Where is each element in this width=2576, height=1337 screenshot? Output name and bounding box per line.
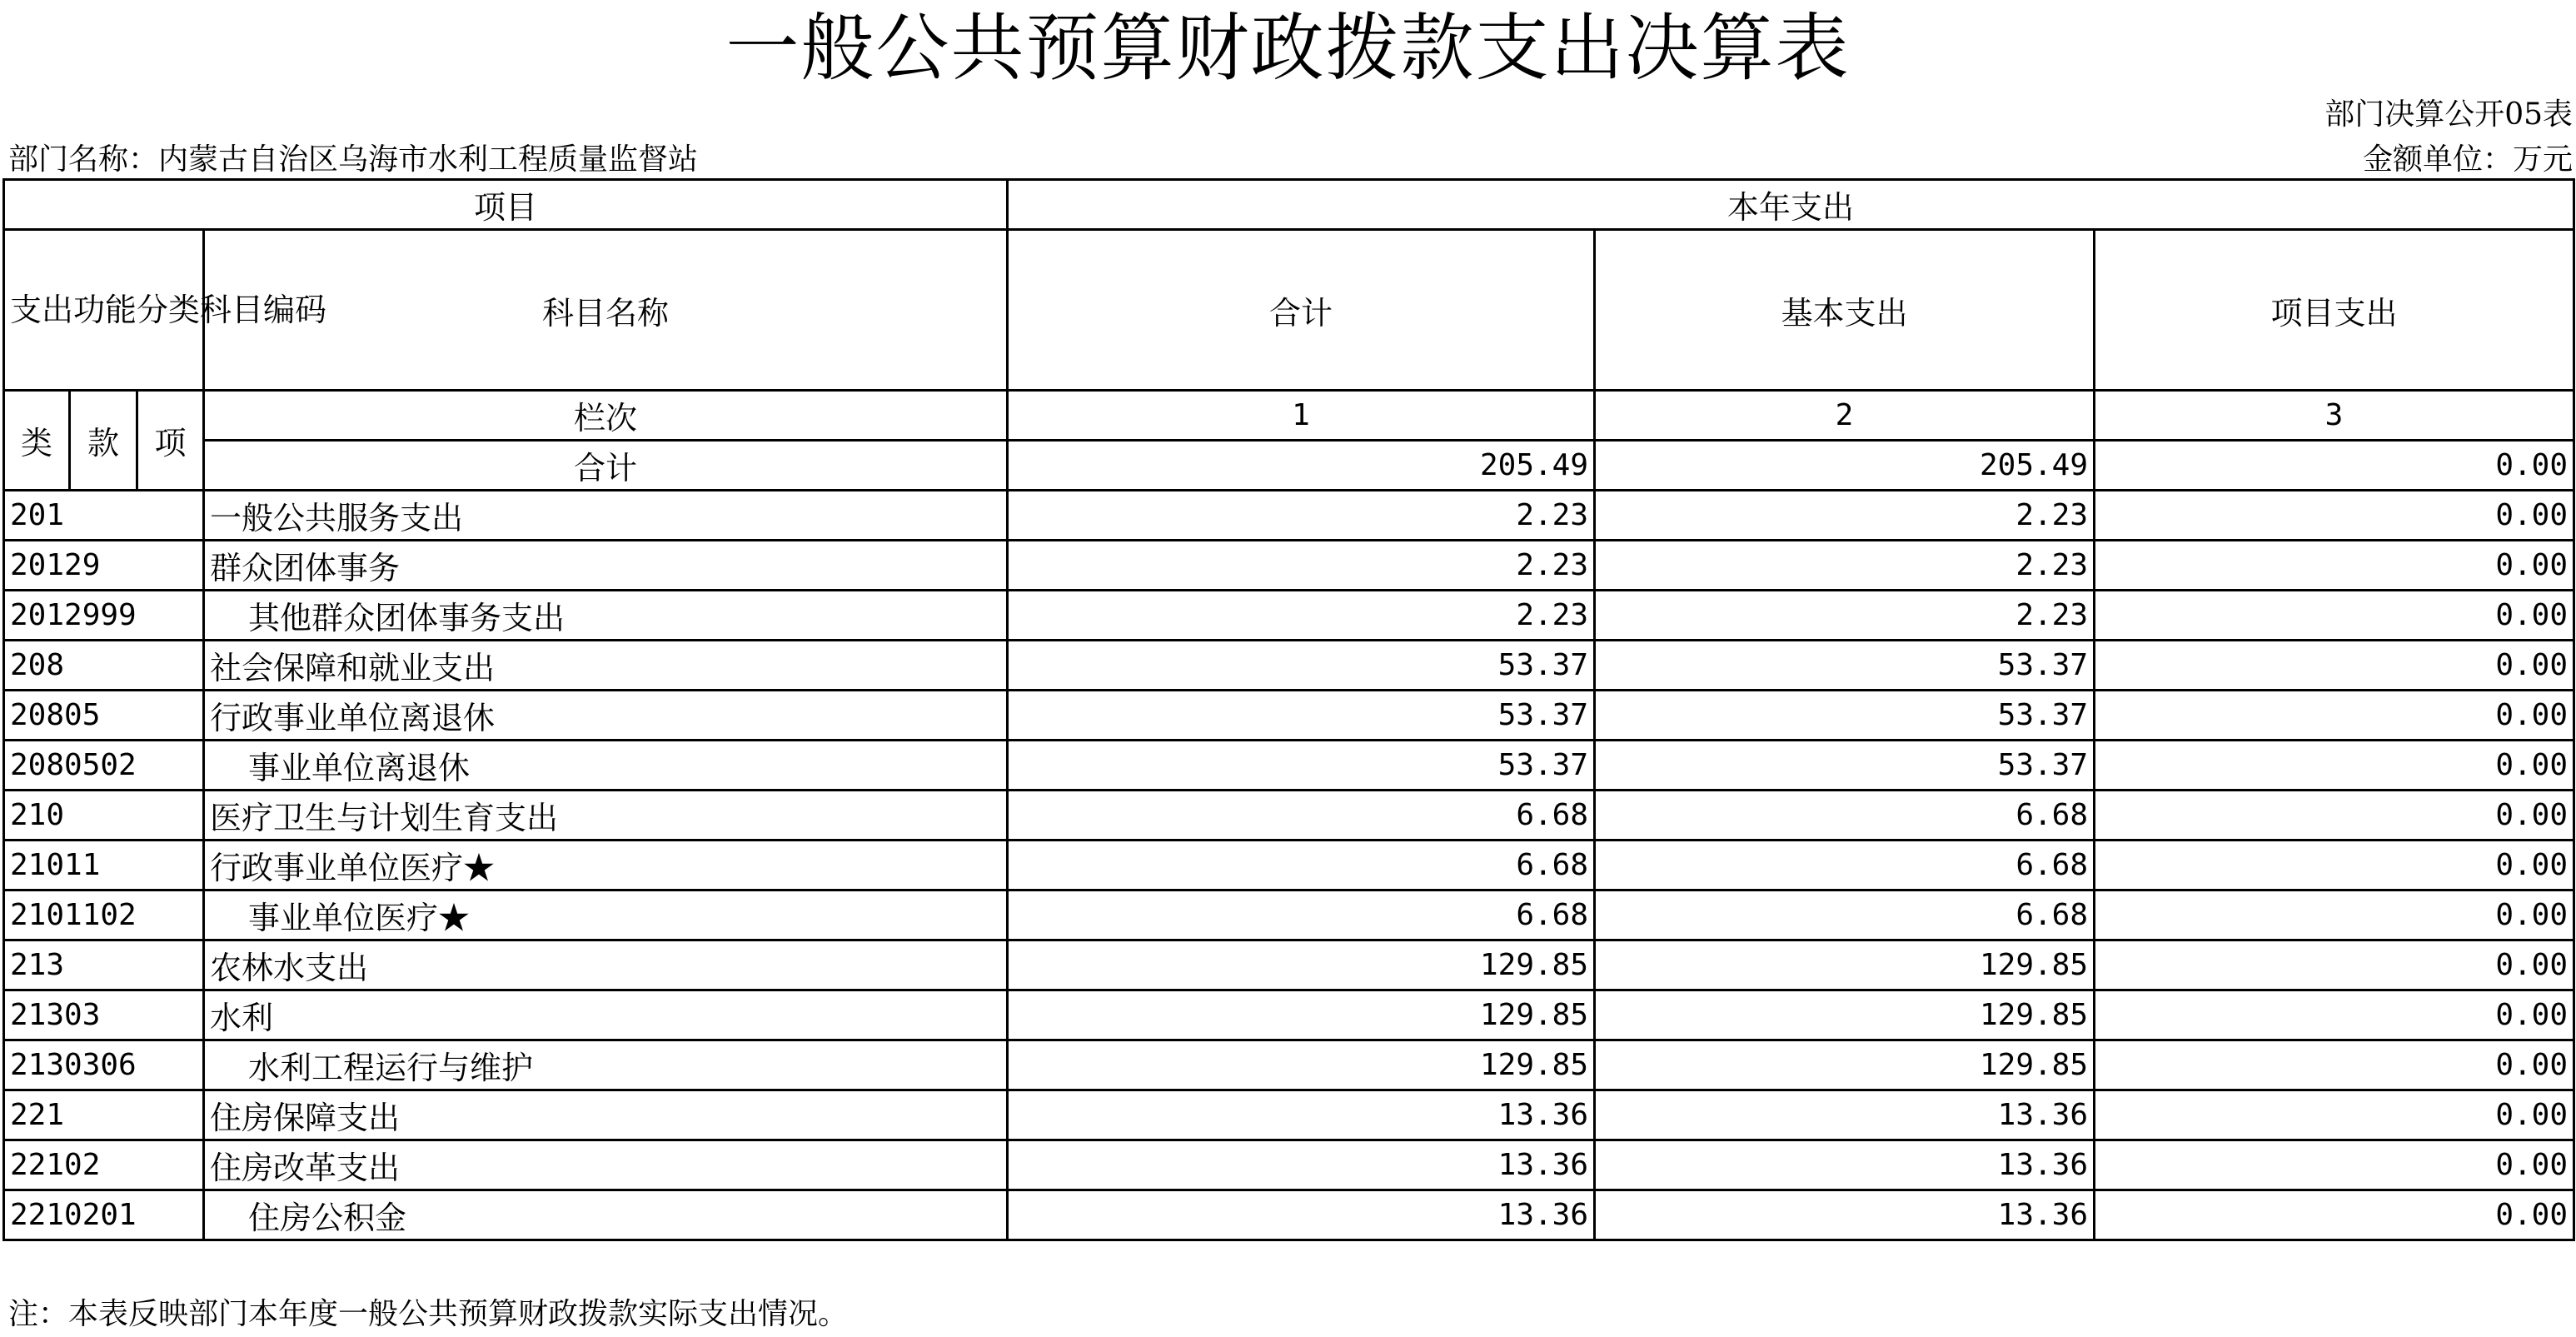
row-subject-name <box>204 591 1008 641</box>
row-subject-name <box>204 891 1008 940</box>
row-total: 6.68 <box>1008 841 1595 891</box>
row-code: 2130306 <box>4 1040 204 1090</box>
row-basic: 13.36 <box>1595 1140 2095 1190</box>
row-basic: 13.36 <box>1595 1190 2095 1240</box>
row-code: 2080502 <box>4 741 204 791</box>
header-xiang: 项 <box>137 391 204 491</box>
row-subject-name: 住房改革支出 <box>204 1140 1008 1190</box>
header-row-2 <box>4 230 2574 391</box>
row-project: 0.00 <box>2095 990 2574 1040</box>
row-subject-name-text: 事业单位离退休 <box>248 750 471 786</box>
total-row-total: 205.49 <box>1008 441 1595 491</box>
table-row <box>4 741 2574 791</box>
row-total: 53.37 <box>1008 691 1595 741</box>
row-project: 0.00 <box>2095 791 2574 841</box>
header-col-2: 2 <box>1595 391 2095 441</box>
row-basic: 2.23 <box>1595 541 2095 591</box>
header-row-1 <box>4 180 2574 230</box>
table-row <box>4 940 2574 990</box>
total-row-project: 0.00 <box>2095 441 2574 491</box>
table-row <box>4 1190 2574 1240</box>
row-project: 0.00 <box>2095 940 2574 990</box>
row-code: 2012999 <box>4 591 204 641</box>
row-project: 0.00 <box>2095 1190 2574 1240</box>
table-row <box>4 1040 2574 1090</box>
row-code: 20805 <box>4 691 204 741</box>
row-total: 129.85 <box>1008 1040 1595 1090</box>
row-project: 0.00 <box>2095 1090 2574 1140</box>
row-total: 6.68 <box>1008 891 1595 940</box>
page-title: 一般公共预算财政拨款支出决算表 <box>725 5 1851 91</box>
row-code: 21011 <box>4 841 204 891</box>
expenditure-table <box>2 178 2575 1241</box>
row-code: 201 <box>4 491 204 541</box>
row-project: 0.00 <box>2095 741 2574 791</box>
row-subject-name <box>204 1190 1008 1240</box>
table-row <box>4 641 2574 691</box>
row-basic: 129.85 <box>1595 1040 2095 1090</box>
table-row <box>4 990 2574 1040</box>
row-basic: 53.37 <box>1595 641 2095 691</box>
row-subject-name <box>204 741 1008 791</box>
row-subject-name: 群众团体事务 <box>204 541 1008 591</box>
row-project: 0.00 <box>2095 641 2574 691</box>
table-row <box>4 1090 2574 1140</box>
header-col-label: 栏次 <box>204 391 1008 441</box>
header-func-code: 支出功能分类科目编码 <box>4 230 204 391</box>
row-code: 213 <box>4 940 204 990</box>
header-project: 项目 <box>4 180 1008 230</box>
row-total: 2.23 <box>1008 491 1595 541</box>
row-total: 13.36 <box>1008 1190 1595 1240</box>
table-row <box>4 891 2574 940</box>
header-kuan: 款 <box>70 391 137 491</box>
total-row-label: 合计 <box>204 441 1008 491</box>
row-subject-name-text: 水利工程运行与维护 <box>248 1050 534 1086</box>
row-project: 0.00 <box>2095 1140 2574 1190</box>
row-subject-name-text: 事业单位医疗★ <box>248 900 471 936</box>
row-total: 129.85 <box>1008 990 1595 1040</box>
row-total: 6.68 <box>1008 791 1595 841</box>
row-code: 221 <box>4 1090 204 1140</box>
row-code: 2210201 <box>4 1190 204 1240</box>
row-basic: 6.68 <box>1595 791 2095 841</box>
row-basic: 6.68 <box>1595 841 2095 891</box>
header-this-year: 本年支出 <box>1008 180 2574 230</box>
row-subject-name: 行政事业单位医疗★ <box>204 841 1008 891</box>
row-basic: 2.23 <box>1595 491 2095 541</box>
row-code: 22102 <box>4 1140 204 1190</box>
footnote: 注：本表反映部门本年度一般公共预算财政拨款实际支出情况。 <box>8 1297 849 1331</box>
table-row <box>4 691 2574 741</box>
row-total: 53.37 <box>1008 641 1595 691</box>
amount-unit: 金额单位：万元 <box>2362 142 2573 177</box>
row-project: 0.00 <box>2095 1040 2574 1090</box>
row-subject-name-text: 其他群众团体事务支出 <box>248 600 566 636</box>
row-project: 0.00 <box>2095 841 2574 891</box>
row-project: 0.00 <box>2095 891 2574 940</box>
total-row-basic: 205.49 <box>1595 441 2095 491</box>
row-project: 0.00 <box>2095 541 2574 591</box>
row-basic: 6.68 <box>1595 891 2095 940</box>
row-subject-name: 医疗卫生与计划生育支出 <box>204 791 1008 841</box>
row-code: 20129 <box>4 541 204 591</box>
row-basic: 129.85 <box>1595 940 2095 990</box>
row-code: 210 <box>4 791 204 841</box>
table-row <box>4 541 2574 591</box>
row-basic: 2.23 <box>1595 591 2095 641</box>
row-code: 208 <box>4 641 204 691</box>
header-lei: 类 <box>4 391 70 491</box>
header-total: 合计 <box>1008 230 1595 391</box>
row-total: 129.85 <box>1008 940 1595 990</box>
total-row <box>4 441 2574 491</box>
row-project: 0.00 <box>2095 591 2574 641</box>
header-project-exp: 项目支出 <box>2095 230 2574 391</box>
row-project: 0.00 <box>2095 491 2574 541</box>
row-basic: 13.36 <box>1595 1090 2095 1140</box>
header-subject-name: 科目名称 <box>204 230 1008 391</box>
row-basic: 53.37 <box>1595 691 2095 741</box>
row-subject-name: 行政事业单位离退休 <box>204 691 1008 741</box>
row-subject-name: 一般公共服务支出 <box>204 491 1008 541</box>
header-col-3: 3 <box>2095 391 2574 441</box>
table-row <box>4 791 2574 841</box>
row-total: 13.36 <box>1008 1090 1595 1140</box>
row-basic: 129.85 <box>1595 990 2095 1040</box>
row-total: 13.36 <box>1008 1140 1595 1190</box>
row-subject-name: 农林水支出 <box>204 940 1008 990</box>
table-row <box>4 1140 2574 1190</box>
department-name: 部门名称：内蒙古自治区乌海市水利工程质量监督站 <box>8 142 699 177</box>
row-total: 2.23 <box>1008 541 1595 591</box>
table-row <box>4 591 2574 641</box>
row-subject-name: 住房保障支出 <box>204 1090 1008 1140</box>
row-total: 53.37 <box>1008 741 1595 791</box>
header-col-1: 1 <box>1008 391 1595 441</box>
header-basic: 基本支出 <box>1595 230 2095 391</box>
form-number: 部门决算公开05表 <box>2324 97 2573 132</box>
table-row <box>4 841 2574 891</box>
row-total: 2.23 <box>1008 591 1595 641</box>
row-subject-name: 社会保障和就业支出 <box>204 641 1008 691</box>
row-code: 21303 <box>4 990 204 1040</box>
row-basic: 53.37 <box>1595 741 2095 791</box>
row-project: 0.00 <box>2095 691 2574 741</box>
row-subject-name <box>204 1040 1008 1090</box>
row-subject-name: 水利 <box>204 990 1008 1040</box>
header-row-3 <box>4 391 2574 441</box>
row-subject-name-text: 住房公积金 <box>248 1200 407 1236</box>
row-code: 2101102 <box>4 891 204 940</box>
table-row <box>4 491 2574 541</box>
